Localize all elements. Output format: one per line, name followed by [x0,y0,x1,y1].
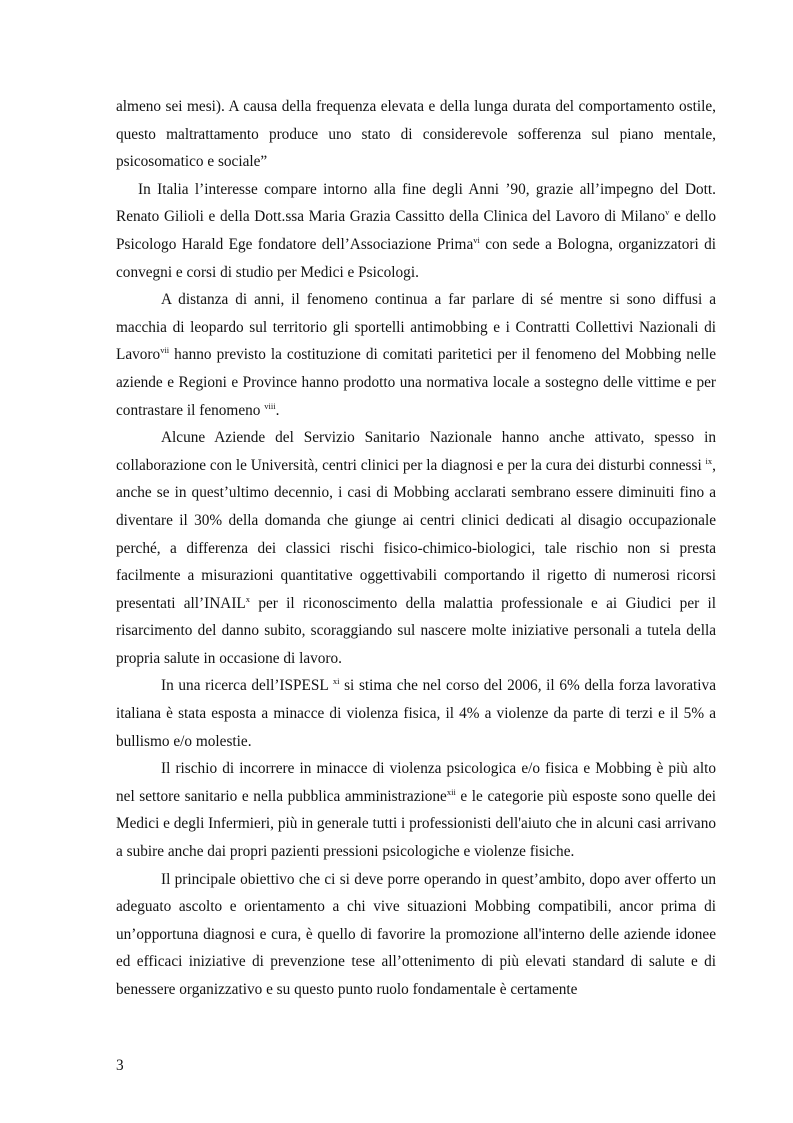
footnote-ref-xi[interactable]: xi [332,676,340,687]
paragraph-text: almeno sei mesi). A causa della frequenza elevata e della lunga durata del comportamento ostile, questo maltrattamento produce uno stato di considerevole sofferenza sul piano mentale, psicosomatico e sociale” [116,98,716,171]
footnote-ref-xii[interactable]: xii [446,786,456,797]
paragraph-text: e le categorie più esposte sono quelle dei Medici e degli Infermieri, più in generale tutti i professionisti dell'aiuto che in alcuni casi arrivano a subire anche dai propri pazienti pressioni psicologiche e violenze fisiche. [116,787,717,861]
paragraph-text: per il riconoscimento della malattia professionale e ai Giudici per il risarcimento del danno subito, scoraggiando sul nascere molte iniziative personali a tutela della propria salute in occasione di lavoro. [116,594,717,667]
footnote-ref-vi[interactable]: vi [473,234,480,245]
paragraph-1 [116,93,716,176]
paragraph-text: . [275,401,280,419]
paragraph-text: con sede a Bologna, organizzatori di convegni e corsi di studio per Medici e Psicologi. [116,235,716,281]
paragraph-3 [116,286,716,424]
paragraph-text: Alcune Aziende del Servizio Sanitario Nazionale hanno anche attivato, spesso in collaborazione con le Università, centri clinici per la diagnosi e per la cura dei disturbi connessi [116,429,716,474]
paragraph-text: hanno previsto la costituzione di comitati paritetici per il fenomeno del Mobbing nelle aziende e Regioni e Province hanno prodotto una normativa locale a sostegno delle vittime e per contrastare il fenomeno [116,346,716,419]
paragraph-5 [116,672,716,755]
page-number: 3 [116,1057,124,1074]
paragraph-text: Il principale obiettivo che ci si deve porre operando in quest’ambito, dopo aver offerto un adeguato ascolto e orientamento a chi vive situazioni Mobbing compatibili, ancor prima di un’opportuna diagnosi e cura, è quello di favorire la promozione all'interno delle aziende idonee ed efficaci iniziative di prevenzione tese all’ottenimento di più elevati standard di salute e di benessere organizzativo e su questo punto ruolo fondamentale è certamente [116,870,716,998]
paragraph-text: e dello Psicologo Harald Ege fondatore dell’Associazione Prima [116,208,716,253]
paragraph-2 [116,176,716,286]
paragraph-text: Il rischio di incorrere in minacce di violenza psicologica e/o fisica e Mobbing è più alto nel settore sanitario e nella pubblica amministrazione [116,760,716,805]
paragraph-6 [116,755,716,865]
paragraph-text: si stima che nel corso del 2006, il 6% della forza lavorativa italiana è stata esposta a minacce di violenza fisica, il 4% a violenze da parte di terzi e il 5% a bullismo e/o molestie. [116,677,716,750]
paragraph-text: A distanza di anni, il fenomeno continua a far parlare di sé mentre si sono diffusi a macchia di leopardo sul territorio gli sportelli antimobbing e i Contratti Collettivi Nazionali di Lavoro [116,291,716,364]
paragraph-text: In Italia l’interesse compare intorno alla fine degli Anni ’90, grazie all’impegno del Dott. Renato Gilioli e della Dott.ssa Maria Grazia Cassitto della Clinica del Lavoro di Milano [116,180,716,226]
footnote-ref-ix[interactable]: ix [705,455,713,466]
footnote-ref-vii[interactable]: vii [160,345,170,356]
footnote-ref-x[interactable]: x [245,593,251,604]
paragraph-7 [116,866,716,1004]
paragraph-text: , anche se in quest’ultimo decennio, i casi di Mobbing acclarati sembrano essere diminuiti fino a diventare il 30% della domanda che giunge ai centri clinici dedicati al disagio occupazionale perché, a differenza dei classici rischi fisico-chimico-biologici, tale rischio non si presta facilmente a misurazioni quantitative oggettivabili comportando il rigetto di numerosi ricorsi presentati all’INAIL [116,456,716,612]
paragraph-text: In una ricerca dell’ISPESL [161,677,333,695]
footnote-ref-viii[interactable]: viii [264,400,276,411]
footnote-ref-v[interactable]: v [665,207,670,218]
paragraph-4 [116,424,716,672]
body-text [116,93,716,1004]
